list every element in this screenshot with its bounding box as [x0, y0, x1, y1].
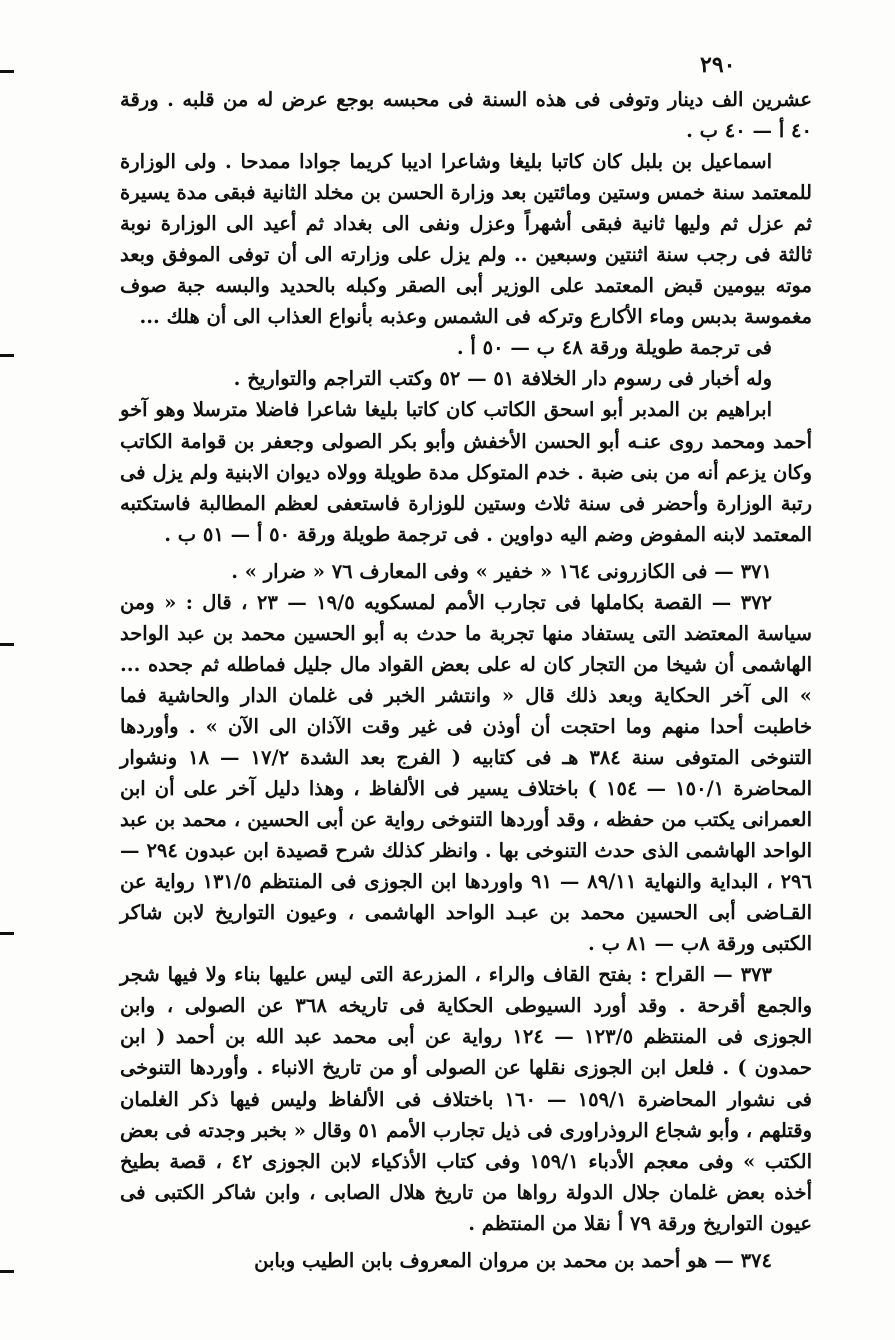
- margin-tick-mark: [0, 643, 14, 646]
- footnote-373: ٣٧٣ — القراح : بفتح القاف والراء ، المزرعة التى ليس عليها بناء ولا فيها شجر والجمع أقرحة . وقد أورد السيوطى الحكاية فى تاريخه ٣٦٨ عن الصولى ، وابن الجوزى فى المنتظم ١٢٣/٥ — ١٢٤ رواية عن أبى محمد عبد الله بن أحمد ( ابن حمدون ) . فلعل ابن الجوزى نقلها عن الصولى أو من تاريخ الانباء . وأوردها التنوخى فى نشوار المحاضرة ١٥٩/١ — ١٦٠ باختلاف فى الألفاظ وليس فيها ذكر الغلمان وقتلهم ، وأبو شجاع الروذراورى فى ذيل تجارب الأمم ٥١ وقال « بخبر وجدته فى بعض الكتب » وفى معجم الأدباء ١٥٩/١ وفى كتاب الأذكياء لابن الجوزى ٤٢ ، قصة بطيخ أخذه بعض غلمان جلال الدولة رواها من تاريخ هلال الصابى ، وابن شاكر الكتبى فى عيون التواريخ ورقة ٧٩ أ نقلا من المنتظم .: [120, 963, 813, 1235]
- paragraph-ismail-ibn-bulbul: اسماعيل بن بلبل كان كاتبا بليغا وشاعرا اديبا كريما جوادا ممدحا . ولى الوزارة للمعتمد سنة خمس وستين ومائتين بعد وزارة الحسن بن مخلد الثانية فبقى مدة يسيرة ثم عزل ثم وليها ثانية فبقى أشهراً وعزل ونفى الى بغداد ثم أعيد الى الوزارة نوبة ثالثة فى رجب سنة اثنتين وسبعين .. ولم يزل على وزارته الى أن توفى الموفق وبعد موته بيومين قبض المعتمد على الوزير أبى الصقر وكبله بالحديد والبسه جبة صوف مغموسة بدبس وماء الأكارع وتركه فى الشمس وعذبه بأنواع العذاب الى أن هلك ...: [120, 150, 812, 329]
- margin-tick-mark: [0, 932, 14, 935]
- paragraph-continuation: عشرين الف دينار وتوفى فى هذه السنة فى محبسه بوجع عرض له من قلبه . ورقة ٤٠ أ — ٤٠ ب .: [120, 88, 812, 143]
- footnotes-body: [120, 84, 812, 1276]
- footnote-372: ٣٧٢ — القصة بكاملها فى تجارب الأمم لمسكويه ١٩/٥ — ٢٣ ، قال : « ومن سياسة المعتضد التى يستفاد منها تجربة ما حدث به أبو الحسين محمد بن عبد الواحد الهاشمى أن شيخا من التجار كان له على بعض القواد مال جليل فماطله ثم جحده ... » الى آخر الحكاية وبعد ذلك قال « وانتشر الخبر فى غلمان الدار والحاشية فما خاطبت أحدا منهم وما احتجت أن أوذن فى غير وقت الآذان الى الآن » . وأوردها التنوخى المتوفى سنة ٣٨٤ هـ فى كتابيه ( الفرج بعد الشدة ١٧/٢ — ١٨ ونشوار المحاضرة ١٥٠/١ — ١٥٤ ) باختلاف يسير فى الألفاظ ، وهذا دليل آخر على أن ابن العمرانى يكتب من حفظه ، وقد أوردها التنوخى رواية عن أبى الحسين ، محمد بن عبد الواحد الهاشمى الذى حدث التنوخى بها . وانظر كذلك شرح قصيدة ابن عبدون ٢٩٤ — ٢٩٦ ، البداية والنهاية ٨٩/١١ — ٩١ واوردها ابن الجوزى فى المنتظم ١٣١/٥ رواية عن القـاضى أبى الحسين محمد بن عبـد الواحد الهاشمى ، وعيون التواريخ لابن شاكر الكتبى ورقة ٨ب — ٨١ ب .: [120, 590, 813, 956]
- margin-tick-mark: [0, 70, 14, 73]
- paragraph-reference: فى ترجمة طويلة ورقة ٤٨ ب — ٥٠ أ .: [456, 336, 772, 360]
- paragraph-reference: وله أخبار فى رسوم دار الخلافة ٥١ — ٥٢ وكتب التراجم والتواريخ .: [233, 367, 772, 391]
- margin-tick-mark: [0, 1270, 14, 1273]
- page-number: ٢٩٠: [700, 52, 736, 78]
- paragraph-ibrahim-ibn-almudabbir: ابراهيم بن المدبر أبو اسحق الكاتب كان كاتبا بليغا شاعرا فاضلا مترسلا وهو آخو أحمد ومحمد روى عنـه أبو الحسن الأخفش وأبو بكر الصولى وجعفر بن قوامة الكاتب وكان يزعم أنه من بنى ضبة . خدم المتوكل مدة طويلة وولاه ديوان الابنية ولم يزل فى رتبة الوزارة وأحضر فى سنة ثلاث وستين للوزارة فاستعفى لعظم المطالبة فاستكتبه المعتمد لابنه المفوض وضم اليه دواوين . فى ترجمة طويلة ورقة ٥٠ أ — ٥١ ب .: [120, 398, 812, 546]
- footnote-374: ٣٧٤ — هو أحمد بن محمد بن مروان المعروف بابن الطيب وبابن: [254, 1248, 772, 1272]
- footnote-371: ٣٧١ — فى الكازرونى ١٦٤ « خفير » وفى المعارف ٧٦ « ضرار » .: [231, 559, 772, 583]
- margin-tick-mark: [0, 354, 14, 357]
